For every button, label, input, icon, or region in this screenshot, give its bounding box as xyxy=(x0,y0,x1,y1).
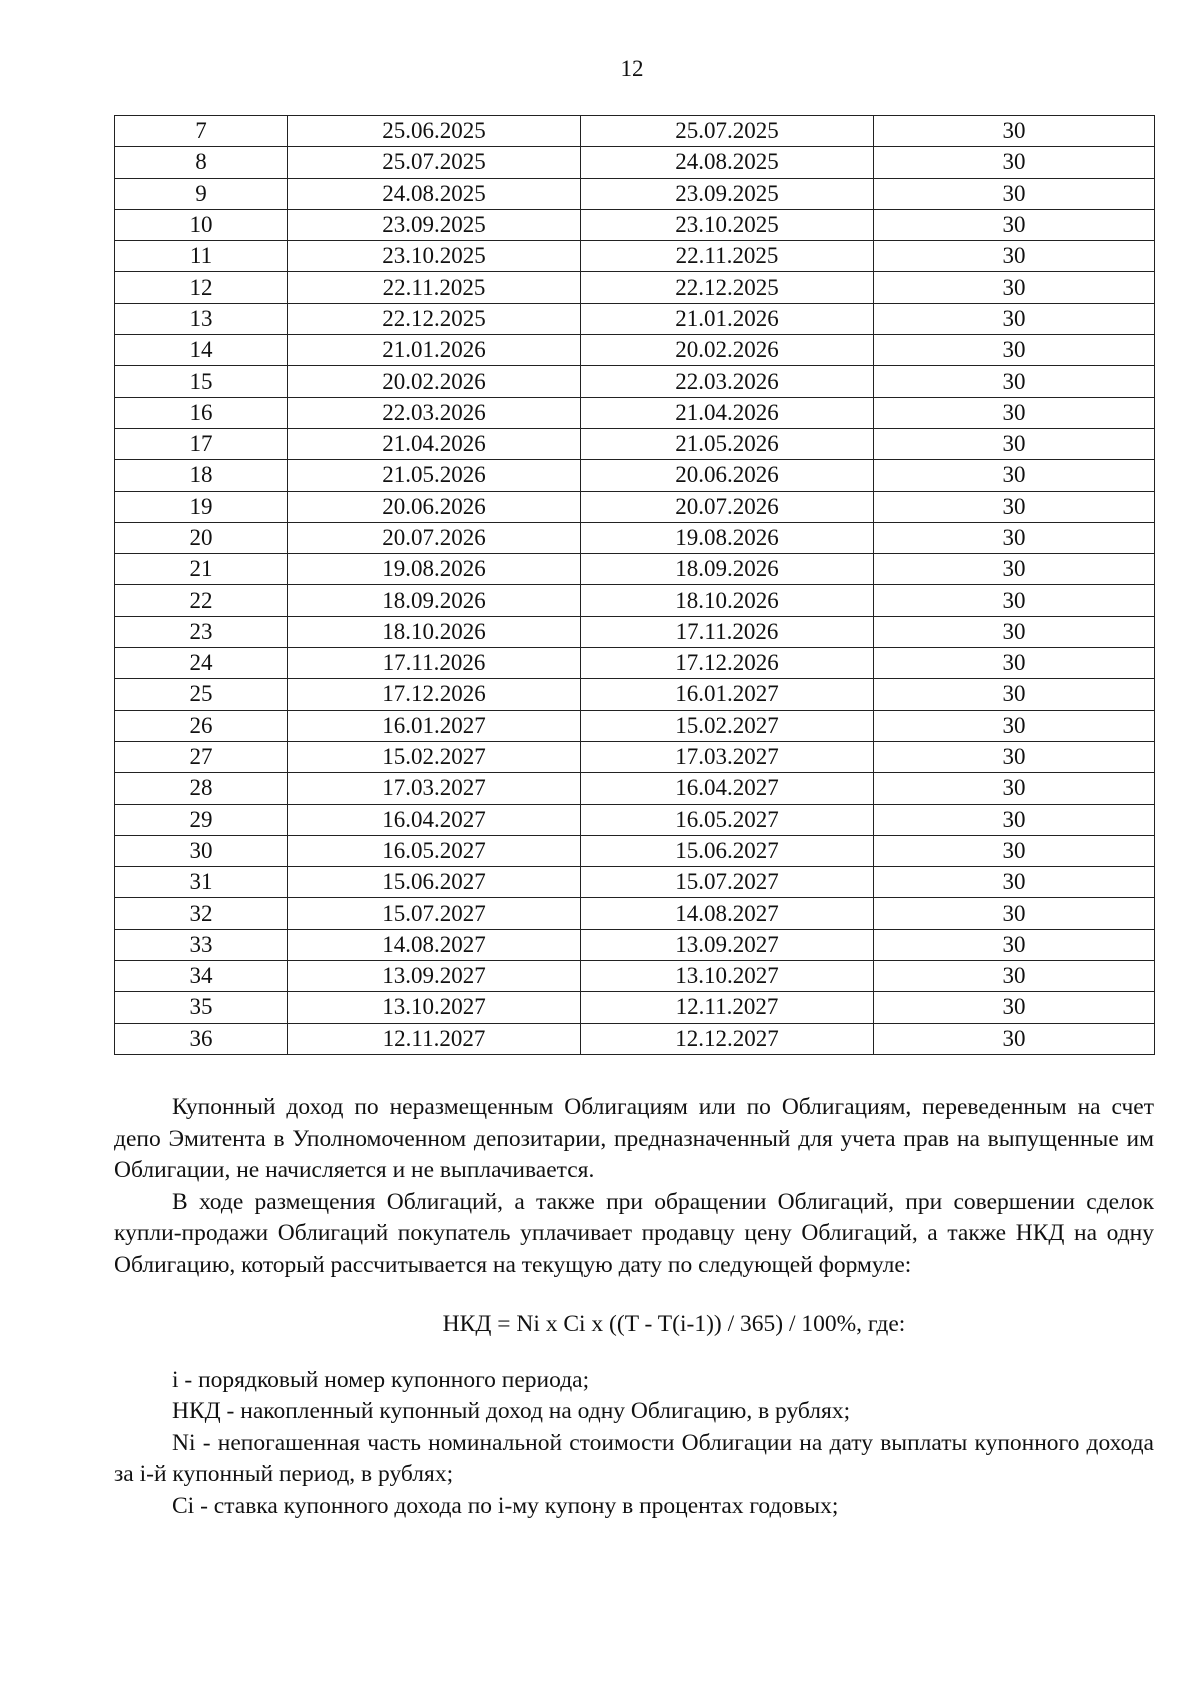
period-end-cell: 20.06.2026 xyxy=(581,460,874,491)
coupon-number-cell: 26 xyxy=(115,710,288,741)
period-end-cell: 12.12.2027 xyxy=(581,1023,874,1054)
coupon-number-cell: 33 xyxy=(115,929,288,960)
period-days-cell: 30 xyxy=(874,460,1155,491)
period-end-cell: 15.02.2027 xyxy=(581,710,874,741)
period-start-cell: 13.10.2027 xyxy=(288,992,581,1023)
period-days-cell: 30 xyxy=(874,804,1155,835)
period-days-cell: 30 xyxy=(874,648,1155,679)
period-days-cell: 30 xyxy=(874,209,1155,240)
coupon-number-cell: 14 xyxy=(115,335,288,366)
period-days-cell: 30 xyxy=(874,397,1155,428)
period-days-cell: 30 xyxy=(874,961,1155,992)
definition-ni: Ni - непогашенная часть номинальной стоимости Облигации на дату выплаты купонного дохода за i-й купонный период, в рублях; xyxy=(114,1429,1154,1487)
coupon-number-cell: 13 xyxy=(115,303,288,334)
period-days-cell: 30 xyxy=(874,522,1155,553)
table-row xyxy=(115,585,1155,616)
period-days-cell: 30 xyxy=(874,898,1155,929)
formula-definitions xyxy=(114,1365,1154,1523)
coupon-number-cell: 15 xyxy=(115,366,288,397)
period-start-cell: 24.08.2025 xyxy=(288,178,581,209)
document-body xyxy=(114,1092,1154,1522)
period-start-cell: 25.06.2025 xyxy=(288,116,581,147)
table-row xyxy=(115,147,1155,178)
definition-i: i - порядковый номер купонного периода; xyxy=(172,1366,590,1393)
period-start-cell: 21.01.2026 xyxy=(288,335,581,366)
coupon-number-cell: 24 xyxy=(115,648,288,679)
coupon-number-cell: 19 xyxy=(115,491,288,522)
period-days-cell: 30 xyxy=(874,272,1155,303)
period-start-cell: 20.07.2026 xyxy=(288,522,581,553)
period-start-cell: 22.03.2026 xyxy=(288,397,581,428)
period-end-cell: 17.03.2027 xyxy=(581,741,874,772)
table-row xyxy=(115,929,1155,960)
period-end-cell: 18.10.2026 xyxy=(581,585,874,616)
coupon-number-cell: 7 xyxy=(115,116,288,147)
period-start-cell: 22.12.2025 xyxy=(288,303,581,334)
coupon-number-cell: 9 xyxy=(115,178,288,209)
table-row xyxy=(115,241,1155,272)
table-row xyxy=(115,773,1155,804)
period-start-cell: 21.05.2026 xyxy=(288,460,581,491)
table-row xyxy=(115,741,1155,772)
period-end-cell: 19.08.2026 xyxy=(581,522,874,553)
table-row xyxy=(115,710,1155,741)
coupon-number-cell: 17 xyxy=(115,428,288,459)
table-row xyxy=(115,554,1155,585)
coupon-number-cell: 8 xyxy=(115,147,288,178)
period-days-cell: 30 xyxy=(874,867,1155,898)
coupon-number-cell: 27 xyxy=(115,741,288,772)
period-start-cell: 21.04.2026 xyxy=(288,428,581,459)
definition-ci: Ci - ставка купонного дохода по i-му купону в процентах годовых; xyxy=(172,1492,839,1519)
period-end-cell: 16.01.2027 xyxy=(581,679,874,710)
period-days-cell: 30 xyxy=(874,428,1155,459)
table-row xyxy=(115,116,1155,147)
coupon-number-cell: 16 xyxy=(115,397,288,428)
coupon-number-cell: 12 xyxy=(115,272,288,303)
coupon-number-cell: 36 xyxy=(115,1023,288,1054)
coupon-number-cell: 25 xyxy=(115,679,288,710)
period-days-cell: 30 xyxy=(874,835,1155,866)
period-start-cell: 13.09.2027 xyxy=(288,961,581,992)
period-days-cell: 30 xyxy=(874,147,1155,178)
table-row xyxy=(115,366,1155,397)
period-start-cell: 17.12.2026 xyxy=(288,679,581,710)
period-days-cell: 30 xyxy=(874,1023,1155,1054)
table-row xyxy=(115,648,1155,679)
period-end-cell: 17.11.2026 xyxy=(581,616,874,647)
coupon-number-cell: 28 xyxy=(115,773,288,804)
period-days-cell: 30 xyxy=(874,741,1155,772)
coupon-number-cell: 34 xyxy=(115,961,288,992)
coupon-schedule-body xyxy=(115,116,1155,1055)
period-days-cell: 30 xyxy=(874,710,1155,741)
period-days-cell: 30 xyxy=(874,554,1155,585)
table-row xyxy=(115,522,1155,553)
period-end-cell: 16.04.2027 xyxy=(581,773,874,804)
period-start-cell: 17.11.2026 xyxy=(288,648,581,679)
period-start-cell: 20.02.2026 xyxy=(288,366,581,397)
table-row xyxy=(115,961,1155,992)
table-row xyxy=(115,1023,1155,1054)
period-start-cell: 14.08.2027 xyxy=(288,929,581,960)
coupon-number-cell: 35 xyxy=(115,992,288,1023)
period-start-cell: 17.03.2027 xyxy=(288,773,581,804)
period-days-cell: 30 xyxy=(874,303,1155,334)
table-row xyxy=(115,491,1155,522)
table-row xyxy=(115,335,1155,366)
table-row xyxy=(115,428,1155,459)
coupon-schedule-table xyxy=(114,115,1155,1055)
coupon-number-cell: 22 xyxy=(115,585,288,616)
table-row xyxy=(115,272,1155,303)
period-start-cell: 18.09.2026 xyxy=(288,585,581,616)
period-end-cell: 24.08.2025 xyxy=(581,147,874,178)
period-days-cell: 30 xyxy=(874,679,1155,710)
page-number: 12 xyxy=(620,56,644,81)
coupon-number-cell: 21 xyxy=(115,554,288,585)
coupon-number-cell: 29 xyxy=(115,804,288,835)
period-end-cell: 22.03.2026 xyxy=(581,366,874,397)
coupon-number-cell: 32 xyxy=(115,898,288,929)
table-row xyxy=(115,898,1155,929)
period-days-cell: 30 xyxy=(874,178,1155,209)
period-end-cell: 18.09.2026 xyxy=(581,554,874,585)
period-start-cell: 12.11.2027 xyxy=(288,1023,581,1054)
period-end-cell: 12.11.2027 xyxy=(581,992,874,1023)
period-end-cell: 21.01.2026 xyxy=(581,303,874,334)
period-end-cell: 20.02.2026 xyxy=(581,335,874,366)
period-start-cell: 15.02.2027 xyxy=(288,741,581,772)
period-end-cell: 20.07.2026 xyxy=(581,491,874,522)
table-row xyxy=(115,679,1155,710)
period-end-cell: 22.11.2025 xyxy=(581,241,874,272)
period-start-cell: 16.05.2027 xyxy=(288,835,581,866)
period-start-cell: 23.10.2025 xyxy=(288,241,581,272)
nkd-formula: НКД = Ni x Ci x ((T - T(i-1)) / 365) / 100%, где: xyxy=(442,1311,906,1337)
period-days-cell: 30 xyxy=(874,616,1155,647)
period-end-cell: 23.09.2025 xyxy=(581,178,874,209)
period-end-cell: 21.05.2026 xyxy=(581,428,874,459)
period-end-cell: 15.07.2027 xyxy=(581,867,874,898)
period-end-cell: 13.10.2027 xyxy=(581,961,874,992)
period-days-cell: 30 xyxy=(874,116,1155,147)
period-end-cell: 21.04.2026 xyxy=(581,397,874,428)
period-end-cell: 25.07.2025 xyxy=(581,116,874,147)
table-row xyxy=(115,992,1155,1023)
table-row xyxy=(115,397,1155,428)
coupon-number-cell: 11 xyxy=(115,241,288,272)
period-end-cell: 23.10.2025 xyxy=(581,209,874,240)
paragraph-unplaced-bonds: Купонный доход по неразмещенным Облигациям или по Облигациям, переведенным на счет депо Эмитента в Уполномоченном депозитарии, предназначенный для учета прав на выпущенные им Облигации, не начисляется и не выплачивается. xyxy=(114,1094,1154,1183)
period-end-cell: 17.12.2026 xyxy=(581,648,874,679)
period-start-cell: 20.06.2026 xyxy=(288,491,581,522)
period-start-cell: 15.06.2027 xyxy=(288,867,581,898)
period-end-cell: 14.08.2027 xyxy=(581,898,874,929)
period-days-cell: 30 xyxy=(874,241,1155,272)
period-start-cell: 19.08.2026 xyxy=(288,554,581,585)
period-start-cell: 23.09.2025 xyxy=(288,209,581,240)
period-days-cell: 30 xyxy=(874,335,1155,366)
period-days-cell: 30 xyxy=(874,366,1155,397)
table-row xyxy=(115,804,1155,835)
period-end-cell: 13.09.2027 xyxy=(581,929,874,960)
period-start-cell: 16.04.2027 xyxy=(288,804,581,835)
table-row xyxy=(115,303,1155,334)
coupon-number-cell: 23 xyxy=(115,616,288,647)
coupon-number-cell: 18 xyxy=(115,460,288,491)
period-start-cell: 25.07.2025 xyxy=(288,147,581,178)
period-days-cell: 30 xyxy=(874,585,1155,616)
period-start-cell: 22.11.2025 xyxy=(288,272,581,303)
table-row xyxy=(115,178,1155,209)
table-row xyxy=(115,209,1155,240)
coupon-number-cell: 30 xyxy=(115,835,288,866)
coupon-number-cell: 20 xyxy=(115,522,288,553)
period-days-cell: 30 xyxy=(874,491,1155,522)
table-row xyxy=(115,867,1155,898)
paragraph-nkd-calculation: В ходе размещения Облигаций, а также при обращении Облигаций, при совершении сделок купли-продажи Облигаций покупатель уплачивает продавцу цену Облигаций, а также НКД на одну Облигацию, который рассчитывается на текущую дату по следующей формуле: xyxy=(114,1188,1154,1278)
coupon-number-cell: 31 xyxy=(115,867,288,898)
period-start-cell: 16.01.2027 xyxy=(288,710,581,741)
table-row xyxy=(115,835,1155,866)
table-row xyxy=(115,460,1155,491)
period-days-cell: 30 xyxy=(874,929,1155,960)
period-end-cell: 16.05.2027 xyxy=(581,804,874,835)
period-end-cell: 22.12.2025 xyxy=(581,272,874,303)
definition-nkd: НКД - накопленный купонный доход на одну Облигацию, в рублях; xyxy=(172,1398,851,1424)
period-start-cell: 18.10.2026 xyxy=(288,616,581,647)
period-end-cell: 15.06.2027 xyxy=(581,835,874,866)
coupon-number-cell: 10 xyxy=(115,209,288,240)
table-row xyxy=(115,616,1155,647)
period-days-cell: 30 xyxy=(874,773,1155,804)
period-days-cell: 30 xyxy=(874,992,1155,1023)
period-start-cell: 15.07.2027 xyxy=(288,898,581,929)
